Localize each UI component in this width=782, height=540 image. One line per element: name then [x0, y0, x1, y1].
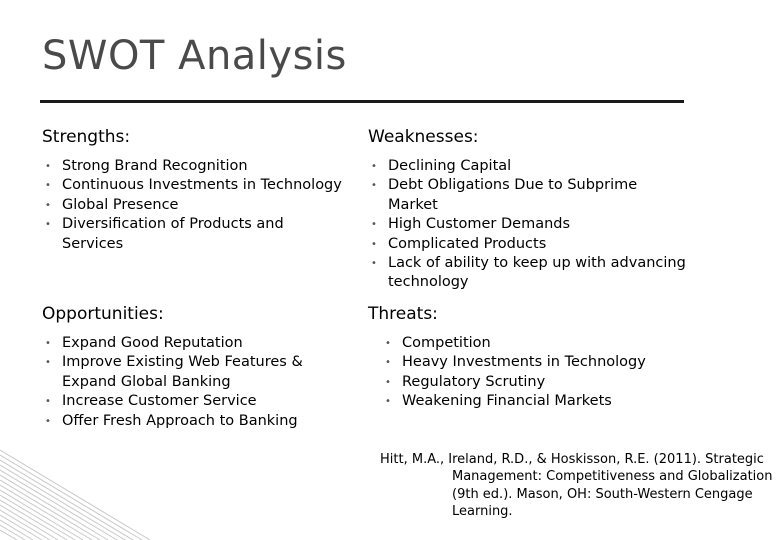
list-item: • Improve Existing Web Features & Expand Global Banking [42, 353, 342, 392]
threats-list [382, 334, 688, 412]
list-item: • Diversification of Products and Services [42, 215, 342, 254]
list-item: • Global Presence [42, 196, 342, 215]
list-item: • Continuous Investments in Technology [42, 176, 342, 195]
list-item: • Weakening Financial Markets [382, 392, 688, 411]
list-item: • Heavy Investments in Technology [382, 353, 688, 372]
decorative-hatch-pattern [0, 450, 150, 540]
list-item: • Declining Capital [368, 157, 688, 176]
slide-title: SWOT Analysis [42, 33, 347, 79]
list-item: • Strong Brand Recognition [42, 157, 342, 176]
list-item: • Regulatory Scrutiny [382, 373, 688, 392]
strengths-heading: Strengths: [42, 127, 131, 147]
citation: Hitt, M.A., Ireland, R.D., & Hoskisson, R.E. (2011). Strategic Management: Competitiveness and Globalization (9th ed.). Mason, OH: South-Western Cengage Learning. [380, 452, 773, 519]
opportunities-list [42, 334, 342, 431]
threats-heading: Threats: [368, 304, 438, 324]
threats-section [368, 304, 688, 412]
opportunities-section [42, 304, 342, 431]
weaknesses-section [368, 127, 688, 293]
list-item: • Complicated Products [368, 235, 688, 254]
list-item: • Increase Customer Service [42, 392, 342, 411]
weaknesses-list [368, 157, 688, 293]
list-item: • Debt Obligations Due to Subprime Market [368, 176, 688, 215]
list-item: • Expand Good Reputation [42, 334, 342, 353]
title-divider [40, 100, 684, 103]
list-item: • High Customer Demands [368, 215, 688, 234]
list-item: • Lack of ability to keep up with advancing technology [368, 254, 688, 293]
strengths-section [42, 127, 342, 254]
strengths-list [42, 157, 342, 254]
list-item: • Offer Fresh Approach to Banking [42, 412, 342, 431]
weaknesses-heading: Weaknesses: [368, 127, 479, 147]
opportunities-heading: Opportunities: [42, 304, 164, 324]
list-item: • Competition [382, 334, 688, 353]
